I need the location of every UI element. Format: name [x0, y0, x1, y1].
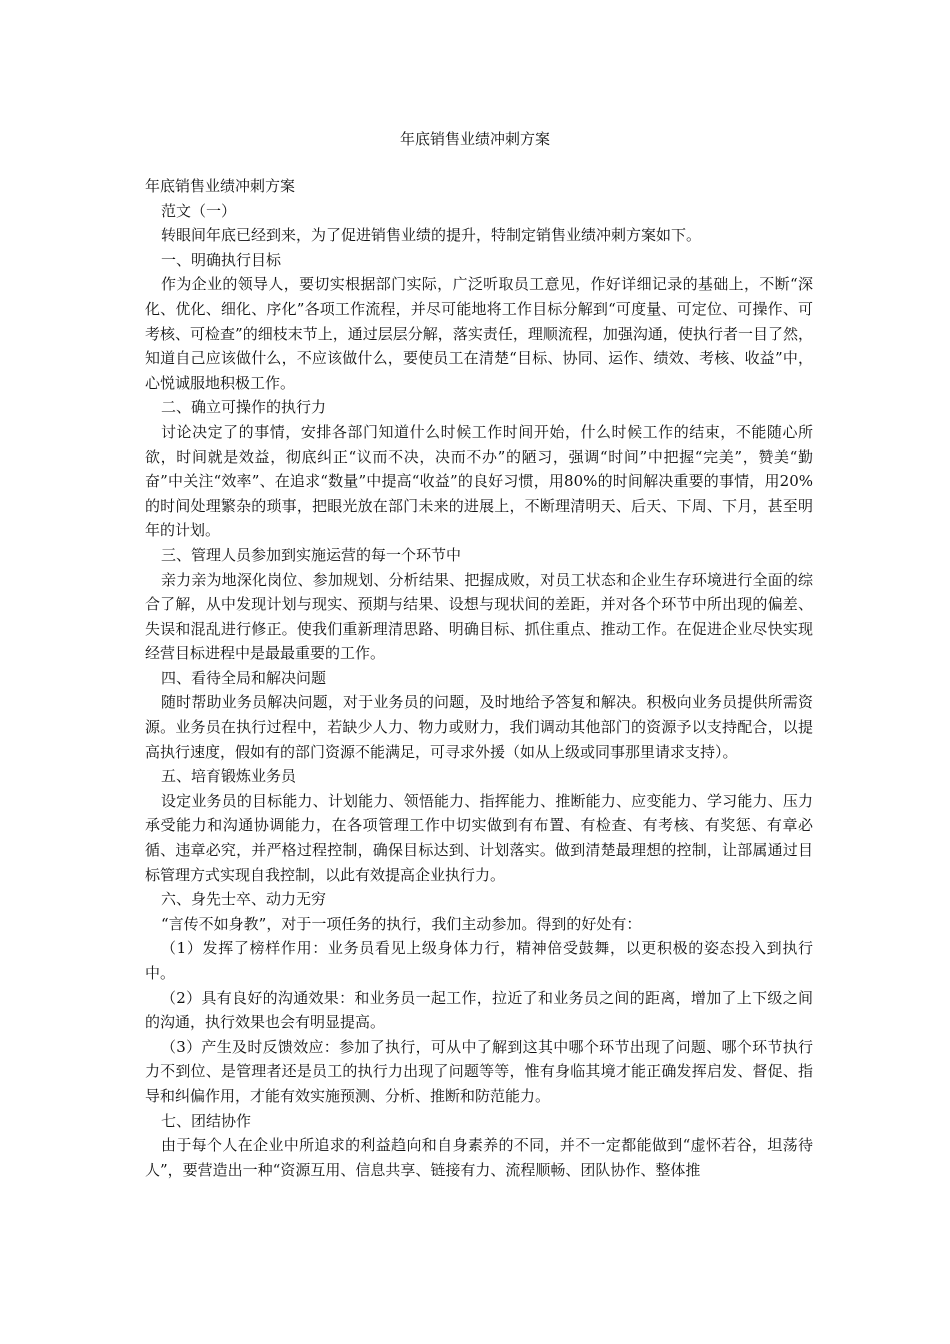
document-subtitle: 年底销售业绩冲刺方案: [145, 177, 296, 195]
document-body: [145, 174, 813, 1182]
section-heading-7: 七、团结协作: [161, 1111, 252, 1130]
section-paragraph: 亲力亲为地深化岗位、参加规划、分析结果、把握成败，对员工状态和企业生存环境进行全面的综合了解，从中发现计划与现实、预期与结果、设想与现状间的差距，并对各个环节中所出现的偏差、失误和混乱进行修正。使我们重新理清思路、明确目标、抓住重点、推动工作。在促进企业尽快实现经营目标进程中是最最重要的工作。: [145, 570, 813, 663]
intro-paragraph: 转眼间年底已经到来，为了促进销售业绩的提升，特制定销售业绩冲刺方案如下。: [161, 226, 702, 245]
list-item-paragraph: （3）产生及时反馈效应：参加了执行，可从中了解到这其中哪个环节出现了问题、哪个环节执行力不到位、是管理者还是员工的执行力出现了问题等等，惟有身临其境才能正确发挥启发、督促、指导和纠偏作用，才能有效实施预测、分析、推断和防范能力。: [145, 1037, 813, 1105]
section-heading-2: 二、确立可操作的执行力: [161, 398, 327, 417]
section-paragraph: 设定业务员的目标能力、计划能力、领悟能力、指挥能力、推断能力、应变能力、学习能力、压力承受能力和沟通协调能力，在各项管理工作中切实做到有布置、有检查、有考核、有奖惩、有章必循、违章必究，并严格过程控制，确保目标达到、计划落实。做到清楚最理想的控制，让部属通过目标管理方式实现自我控制，以此有效提高企业执行力。: [145, 791, 813, 884]
section-heading-4: 四、看待全局和解决问题: [161, 668, 327, 687]
section-heading-5: 五、培育锻炼业务员: [161, 767, 297, 786]
list-item-paragraph: （2）具有良好的沟通效果：和业务员一起工作，拉近了和业务员之间的距离，增加了上下级之间的沟通，执行效果也会有明显提高。: [145, 988, 813, 1032]
document-title: 年底销售业绩冲刺方案: [399, 130, 550, 148]
section-paragraph: 由于每个人在企业中所追求的利益趋向和自身素养的不同，并不一定都能做到“虚怀若谷，坦荡待人”，要营造出一种“资源互用、信息共享、链接有力、流程顺畅、团队协作、整体推: [145, 1136, 813, 1179]
section-paragraph: 讨论决定了的事情，安排各部门知道什么时候工作时间开始，什么时候工作的结束，不能随心所欲，时间就是效益，彻底纠正“议而不决，决而不办”的陋习，强调“时间”中把握“完美”，赞美“勤奋”中关注“效率”、在追求“数量”中提高“收益”的良好习惯，用80%的时间解决重要的事情，用20%的时间处理繁杂的琐事，把眼光放在部门未来的进展上，不断理清明天、后天、下周、下月，甚至明年的计划。: [145, 422, 813, 540]
section-heading-1: 一、明确执行目标: [161, 250, 282, 269]
section-heading-6: 六、身先士卒、动力无穷: [161, 890, 327, 909]
section-paragraph: 作为企业的领导人，要切实根据部门实际，广泛听取员工意见，作好详细记录的基础上，不断“深化、优化、细化、序化”各项工作流程，并尽可能地将工作目标分解到“可度量、可定位、可操作、可考核、可检查”的细枝末节上，通过层层分解，落实责任，理顺流程，加强沟通，使执行者一目了然，知道自己应该做什么，不应该做什么，要使员工在清楚“目标、协同、运作、绩效、考核、收益”中，心悦诚服地积极工作。: [145, 275, 813, 392]
list-item-paragraph: （1）发挥了榜样作用：业务员看见上级身体力行，精神倍受鼓舞，以更积极的姿态投入到执行中。: [145, 939, 813, 982]
sample-label: 范文（一）: [161, 201, 237, 220]
section-heading-3: 三、管理人员参加到实施运营的每一个环节中: [161, 545, 462, 564]
section-paragraph: “言传不如身教”，对于一项任务的执行，我们主动参加。得到的好处有：: [161, 914, 642, 933]
section-paragraph: 随时帮助业务员解决问题，对于业务员的问题，及时地给予答复和解决。积极向业务员提供所需资源。业务员在执行过程中，若缺少人力、物力或财力，我们调动其他部门的资源予以支持配合，以提高执行速度，假如有的部门资源不能满足，可寻求外援（如从上级或同事那里请求支持）。: [145, 693, 813, 761]
